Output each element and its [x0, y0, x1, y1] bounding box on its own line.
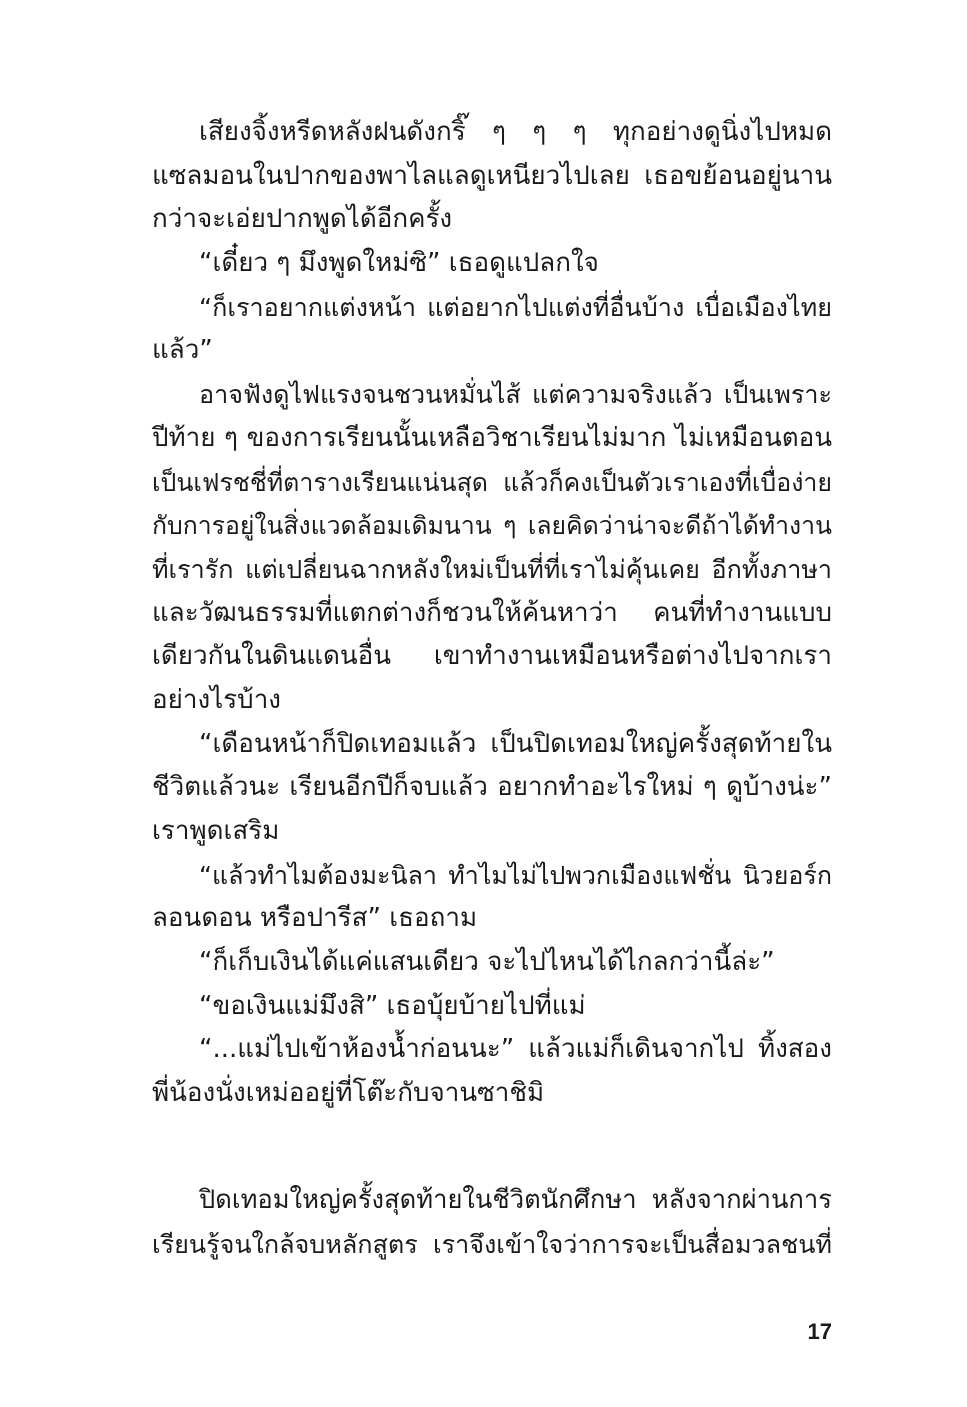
- text-line: เราพูดเสริม: [152, 816, 280, 846]
- paragraph: [152, 373, 832, 723]
- text-line: “ขอเงินแม่มึงสิ” เธอบุ้ยบ้ายไปที่แม่: [199, 990, 586, 1021]
- text-line: กว่าจะเอ่ยปากพูดได้อีกครั้ง: [152, 204, 453, 235]
- text-line: แซลมอนในปากของพาไลแลดูเหนียวไปเลย เธอขย้อนอยู่นาน: [152, 160, 832, 191]
- text-line: ปีท้าย ๆ ของการเรียนนั้นเหลือวิชาเรียนไม่มาก ไม่เหมือนตอน: [152, 422, 832, 453]
- text-line: เรียนรู้จนใกล้จบหลักสูตร เราจึงเข้าใจว่าการจะเป็นสื่อมวลชนที่: [152, 1229, 832, 1259]
- section-text-block: [152, 1179, 832, 1266]
- main-text-block: [152, 111, 832, 1116]
- text-line: “แล้วทำไมต้องมะนิลา ทำไมไม่ไปพวกเมืองแฟชั่น นิวยอร์ก: [199, 860, 832, 890]
- paragraph: [152, 286, 832, 373]
- text-line: เดียวกันในดินแดนอื่น เขาทำงานเหมือนหรือต่างไปจากเรา: [152, 641, 832, 672]
- text-line: “ก็เก็บเงินได้แค่แสนเดียว จะไปไหนได้ไกลกว่านี้ล่ะ”: [199, 947, 775, 978]
- paragraph: [152, 985, 832, 1029]
- text-line: เสียงจิ้งหรีดหลังฝนดังกริ๊ ๆ ๆ ๆ ทุกอย่างดูนิ่งไปหมด: [199, 117, 832, 147]
- paragraph: [152, 242, 832, 286]
- text-line: “...แม่ไปเข้าห้องน้ำก่อนนะ” แล้วแม่ก็เดินจากไป ทิ้งสอง: [199, 1034, 832, 1065]
- text-line: อย่างไรบ้าง: [152, 684, 281, 715]
- text-line: “เดี๋ยว ๆ มึงพูดใหม่ซิ” เธอดูแปลกใจ: [199, 248, 599, 279]
- paragraph: [152, 111, 832, 242]
- paragraph: [152, 723, 832, 854]
- text-line: “ก็เราอยากแต่งหน้า แต่อยากไปแต่งที่อื่นบ้าง เบื่อเมืองไทย: [199, 292, 832, 322]
- text-line: “เดือนหน้าก็ปิดเทอมแล้ว เป็นปิดเทอมใหญ่ครั้งสุดท้ายใน: [199, 728, 832, 759]
- text-line: กับการอยู่ในสิ่งแวดล้อมเดิมนาน ๆ เลยคิดว่าน่าจะดีถ้าได้ทำงาน: [152, 511, 832, 541]
- text-line: ชีวิตแล้วนะ เรียนอีกปีก็จบแล้ว อยากทำอะไรใหม่ ๆ ดูบ้างน่ะ”: [152, 772, 832, 803]
- text-line: แล้ว”: [152, 335, 213, 366]
- text-line: อาจฟังดูไฟแรงจนชวนหมั่นไส้ แต่ความจริงแล้ว เป็นเพราะ: [199, 380, 832, 410]
- paragraph: [152, 854, 832, 941]
- page-number: 17: [807, 1319, 832, 1344]
- paragraph: [152, 1179, 832, 1266]
- text-line: ลอนดอน หรือปารีส” เธอถาม: [152, 903, 478, 934]
- text-line: และวัฒนธรรมที่แตกต่างก็ชวนให้ค้นหาว่า คนที่ทำงานแบบ: [152, 597, 832, 628]
- paragraph: [152, 1028, 832, 1115]
- text-line: ที่เรารัก แต่เปลี่ยนฉากหลังใหม่เป็นที่ที่เราไม่คุ้นเคย อีกทั้งภาษา: [152, 554, 832, 584]
- text-line: เป็นเฟรชชี่ที่ตารางเรียนแน่นสุด แล้วก็คงเป็นตัวเราเองที่เบื่อง่าย: [152, 467, 832, 497]
- text-line: พี่น้องนั่งเหม่ออยู่ที่โต๊ะกับจานซาชิมิ: [152, 1078, 545, 1109]
- paragraph: [152, 941, 832, 985]
- text-line: ปิดเทอมใหญ่ครั้งสุดท้ายในชีวิตนักศึกษา หลังจากผ่านการ: [199, 1185, 832, 1215]
